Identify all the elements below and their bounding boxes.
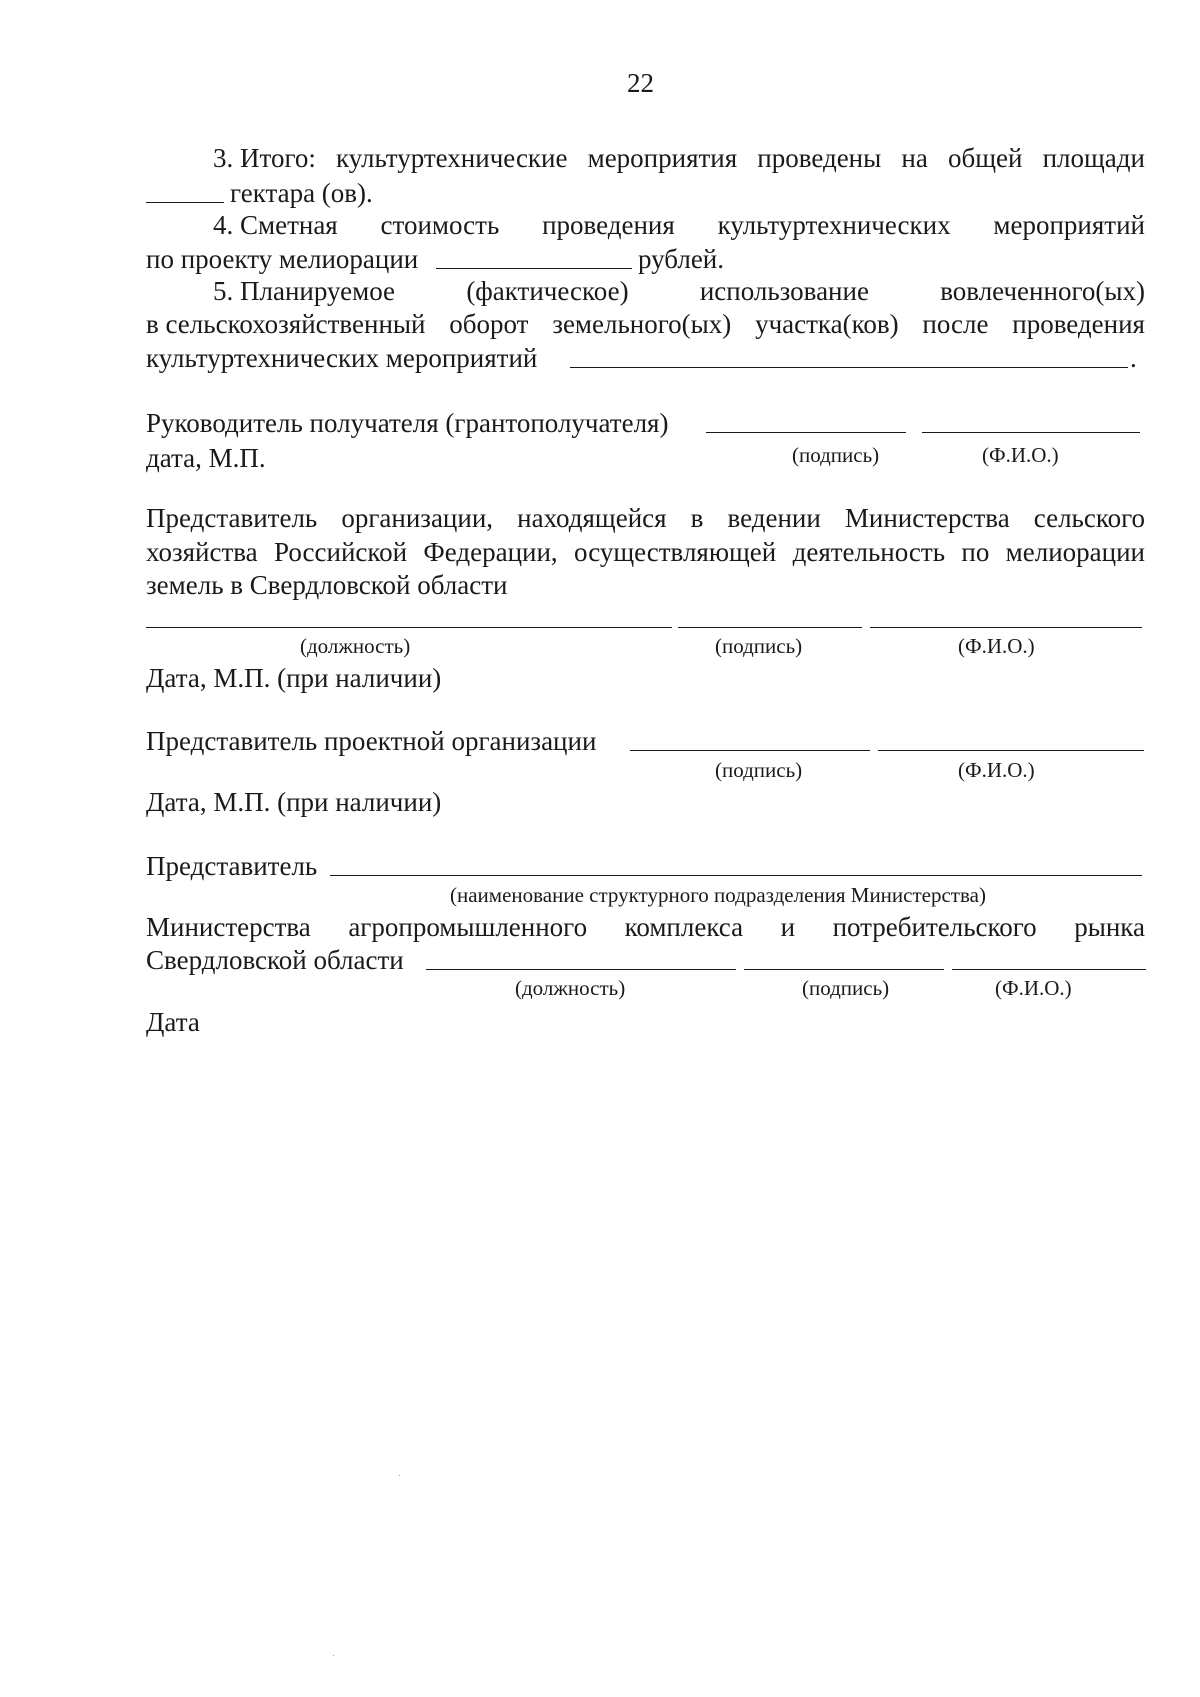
ministry-org-rep-word: сельского — [1033, 503, 1145, 533]
head-recipient-fio-blank[interactable] — [922, 432, 1140, 433]
item-4-line-2-start: по проекту мелиорации — [146, 244, 419, 274]
ministry-rep-word: потребительского — [832, 912, 1037, 942]
ministry-org-rep-word: мелиорации — [1005, 537, 1145, 567]
ministry-rep-word: комплекса — [624, 912, 744, 942]
ministry-rep-word: и — [780, 912, 796, 942]
ministry-rep-label: Представитель — [146, 851, 318, 881]
cost-blank[interactable] — [436, 268, 632, 269]
item-3-word: проведены — [757, 143, 882, 173]
item-4-word: мероприятий — [993, 210, 1145, 240]
ministry-rep-word: агропромышленного — [348, 912, 588, 942]
ministry-org-rep-word: деятельность — [792, 537, 946, 567]
item-5-word: участка(ков) — [755, 309, 899, 339]
item-3-word: 3. Итого: — [213, 143, 316, 173]
item-5-word: использование — [699, 276, 869, 306]
ministry-rep-subdivision-blank[interactable] — [330, 875, 1142, 876]
ministry-org-rep-line-2 — [146, 539, 1145, 566]
design-org-rep-signature-blank[interactable] — [630, 750, 870, 751]
item-5-line-3: культуртехнических мероприятий — [146, 343, 538, 373]
ministry-rep-fio-caption: (Ф.И.О.) — [995, 976, 1072, 1000]
ministry-org-rep-word: Российской — [274, 537, 408, 567]
ministry-org-rep-position-blank[interactable] — [146, 627, 672, 628]
ministry-rep-signature-blank[interactable] — [744, 969, 944, 970]
ministry-org-rep-fio-blank[interactable] — [870, 627, 1142, 628]
ministry-org-rep-fio-caption: (Ф.И.О.) — [958, 634, 1035, 658]
design-org-rep-fio-blank[interactable] — [878, 750, 1144, 751]
ministry-org-rep-date-mp: Дата, М.П. (при наличии) — [146, 663, 442, 693]
item-4-word: проведения — [542, 210, 675, 240]
item-5-line-2 — [146, 311, 1145, 338]
item-3-line-1 — [213, 145, 1145, 172]
ministry-org-rep-signature-caption: (подпись) — [715, 634, 803, 658]
ministry-org-rep-word: хозяйства — [146, 537, 258, 567]
ministry-rep-subdivision-caption: (наименование структурного подразделения Министерства) — [450, 883, 986, 907]
ministry-rep-word: рынка — [1074, 912, 1145, 942]
item-5-line-1 — [213, 278, 1145, 305]
area-blank[interactable] — [146, 202, 224, 203]
ministry-rep-line-2 — [146, 914, 1145, 941]
design-org-rep-signature-caption: (подпись) — [715, 758, 803, 782]
ministry-org-rep-word: Министерства — [844, 503, 1010, 533]
head-recipient-label: Руководитель получателя (грантополучателя) — [146, 408, 669, 438]
ministry-rep-position-blank[interactable] — [426, 969, 736, 970]
ministry-rep-position-caption: (должность) — [515, 976, 626, 1000]
ministry-org-rep-word: осуществляющей — [574, 537, 777, 567]
scan-speck — [399, 1475, 400, 1476]
item-4-line-2-end: рублей. — [638, 244, 725, 274]
ministry-rep-fio-blank[interactable] — [952, 969, 1146, 970]
ministry-org-rep-line-1 — [146, 505, 1145, 532]
item-5-word: проведения — [1012, 309, 1145, 339]
ministry-rep-signature-caption: (подпись) — [802, 976, 890, 1000]
scan-speck — [333, 1655, 334, 1656]
item-5-word: 5. Планируемое — [213, 276, 396, 306]
ministry-org-rep-word: ведении — [727, 503, 821, 533]
design-org-rep-label: Представитель проектной организации — [146, 726, 597, 756]
item-4-word: стоимость — [380, 210, 500, 240]
ministry-org-rep-word: в — [690, 503, 704, 533]
ministry-org-rep-word: находящейся — [517, 503, 667, 533]
usage-blank[interactable] — [570, 367, 1128, 368]
item-4-word: культуртехнических — [717, 210, 951, 240]
item-5-word: земельного(ых) — [552, 309, 732, 339]
item-5-word: после — [922, 309, 989, 339]
design-org-rep-date-mp: Дата, М.П. (при наличии) — [146, 787, 442, 817]
head-recipient-signature-caption: (подпись) — [792, 443, 880, 467]
design-org-rep-fio-caption: (Ф.И.О.) — [958, 758, 1035, 782]
item-3-word: на — [901, 143, 928, 173]
ministry-org-rep-signature-blank[interactable] — [678, 627, 862, 628]
item-4-line-1 — [213, 212, 1145, 239]
item-3-word: площади — [1042, 143, 1145, 173]
ministry-org-rep-word: Представитель — [146, 503, 318, 533]
ministry-org-rep-word: организации, — [341, 503, 494, 533]
item-3-word: общей — [947, 143, 1023, 173]
item-5-word: оборот — [449, 309, 529, 339]
ministry-rep-date: Дата — [146, 1007, 200, 1037]
item-5-word: (фактическое) — [466, 276, 629, 306]
head-recipient-signature-blank[interactable] — [706, 432, 906, 433]
ministry-org-rep-word: Федерации, — [423, 537, 558, 567]
item-5-word: в сельскохозяйственный — [146, 309, 426, 339]
ministry-rep-word: Министерства — [146, 912, 311, 942]
item-5-word: вовлеченного(ых) — [940, 276, 1145, 306]
item-3-word: мероприятия — [587, 143, 738, 173]
item-3-line-2: гектара (ов). — [230, 178, 373, 208]
ministry-org-rep-line-3: земель в Свердловской области — [146, 570, 508, 600]
item-3-word: культуртехнические — [335, 143, 568, 173]
item-4-word: 4. Сметная — [213, 210, 338, 240]
ministry-rep-line-3: Свердловской области — [146, 945, 404, 975]
page-number: 22 — [627, 68, 654, 98]
ministry-org-rep-word: по — [961, 537, 990, 567]
head-recipient-fio-caption: (Ф.И.О.) — [982, 443, 1059, 467]
item-5-line-3-end: . — [1130, 343, 1137, 373]
head-recipient-date-mp: дата, М.П. — [146, 443, 266, 473]
ministry-org-rep-position-caption: (должность) — [300, 634, 411, 658]
